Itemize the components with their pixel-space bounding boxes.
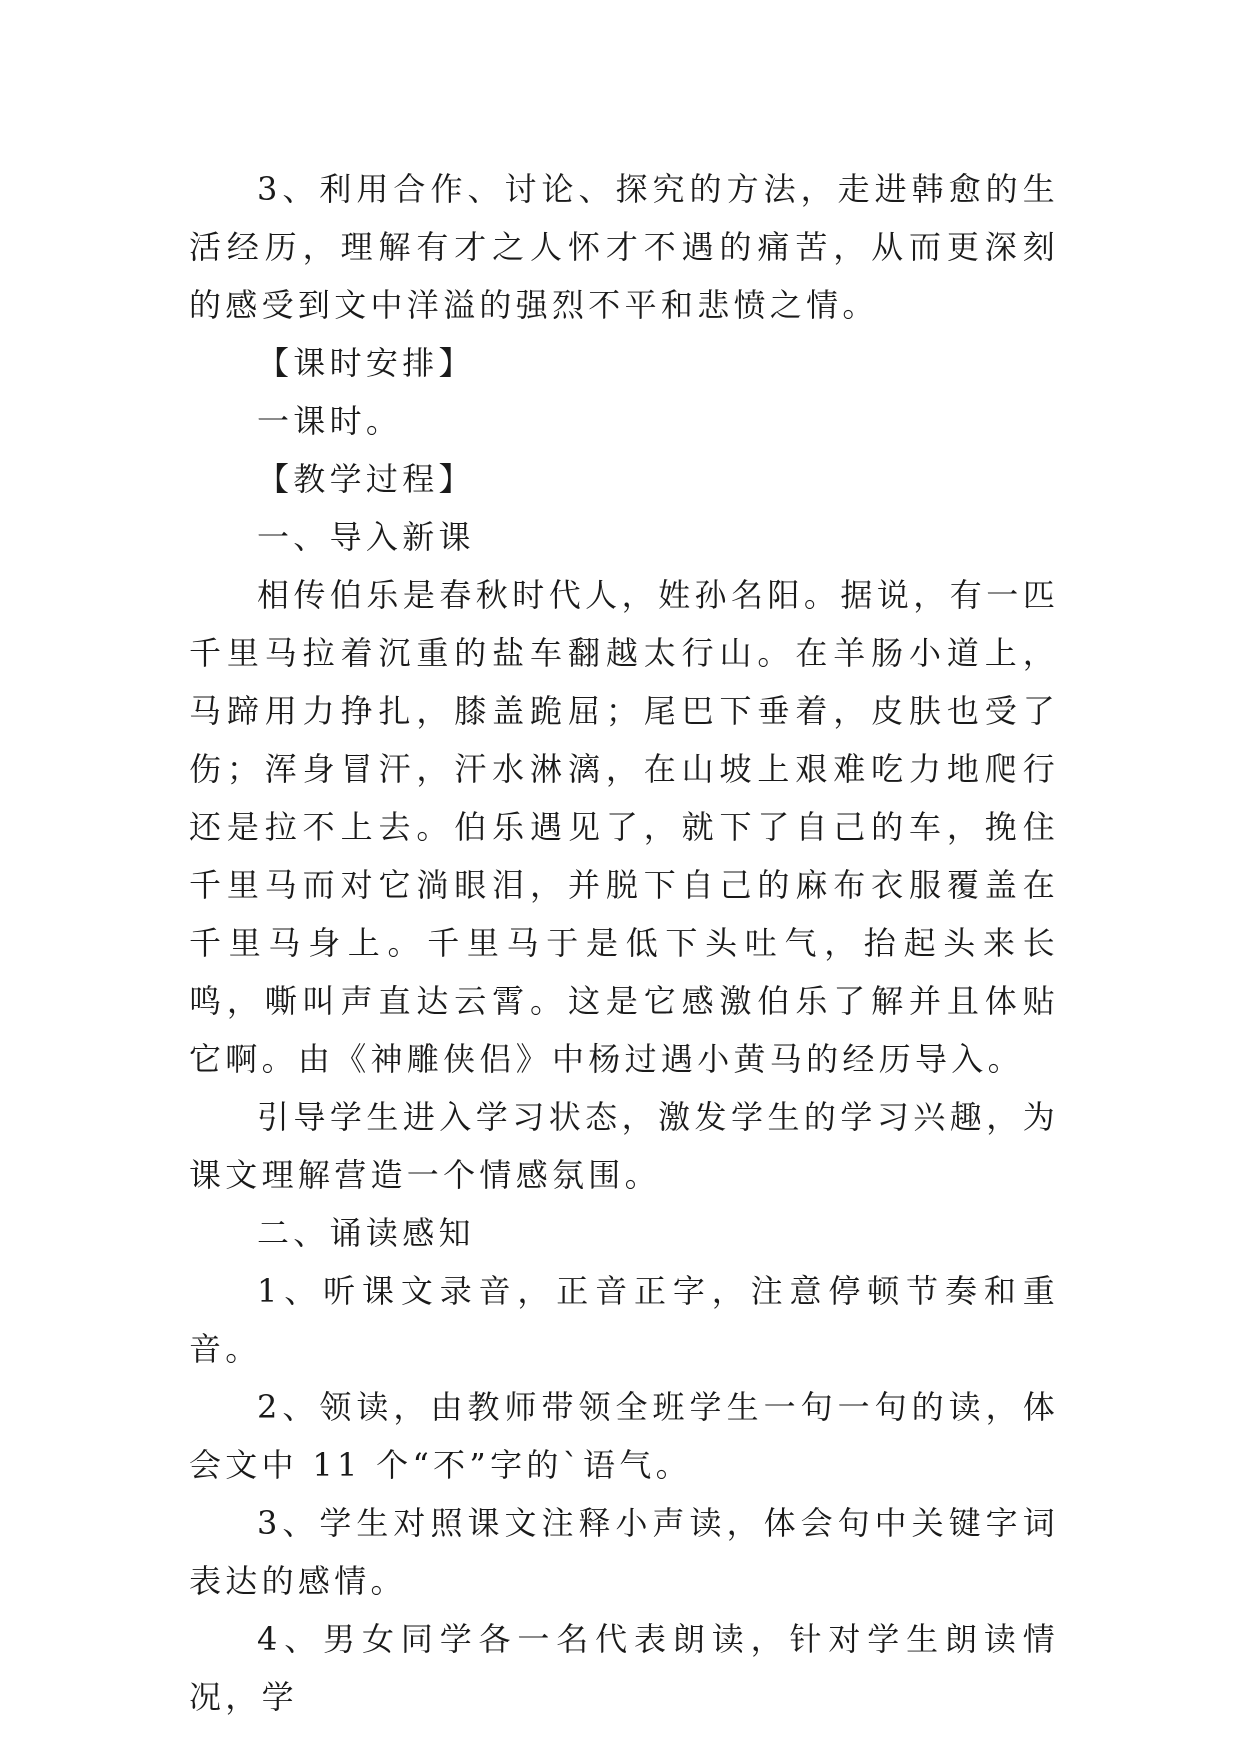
bole-story-paragraph: 相传伯乐是春秋时代人，姓孙名阳。据说，有一匹千里马拉着沉重的盐车翻越太行山。在羊肠小道上，马蹄用力挣扎，膝盖跪屈；尾巴下垂着，皮肤也受了伤；浑身冒汗，汗水淋漓，在山坡上艰难吃力地爬行还是拉不上去。伯乐遇见了，就下了自己的车，挽住千里马而对它淌眼泪，并脱下自己的麻布衣服覆盖在千里马身上。千里马于是低下头吐气，抬起头来长鸣，嘶叫声直达云霄。这是它感激伯乐了解并且体贴它啊。由《神雕侠侣》中杨过遇小黄马的经历导入。 — [189, 576, 1059, 1078]
section-heading-process: 【教学过程】 — [257, 460, 475, 498]
reading-item-2: 2、领读，由教师带领全班学生一句一句的读，体会文中 11 个“不”字的`语气。 — [189, 1388, 1059, 1484]
objective-3-paragraph: 3、利用合作、讨论、探究的方法，走进韩愈的生活经历，理解有才之人怀才不遇的痛苦，从而更深刻的感受到文中洋溢的强烈不平和悲愤之情。 — [189, 170, 1059, 324]
section-heading-schedule: 【课时安排】 — [257, 344, 475, 382]
reading-item-1: 1、听课文录音，正音正字，注意停顿节奏和重音。 — [189, 1272, 1059, 1368]
reading-item-4: 4、男女同学各一名代表朗读，针对学生朗读情况，学 — [189, 1620, 1059, 1716]
step-2-heading: 二、诵读感知 — [257, 1214, 475, 1252]
document-page — [189, 160, 1059, 1726]
reading-item-3: 3、学生对照课文注释小声读，体会句中关键字词表达的感情。 — [189, 1504, 1059, 1600]
schedule-text: 一课时。 — [257, 402, 403, 440]
guide-students-paragraph: 引导学生进入学习状态，激发学生的学习兴趣，为课文理解营造一个情感氛围。 — [189, 1098, 1059, 1194]
step-1-heading: 一、导入新课 — [257, 518, 475, 556]
